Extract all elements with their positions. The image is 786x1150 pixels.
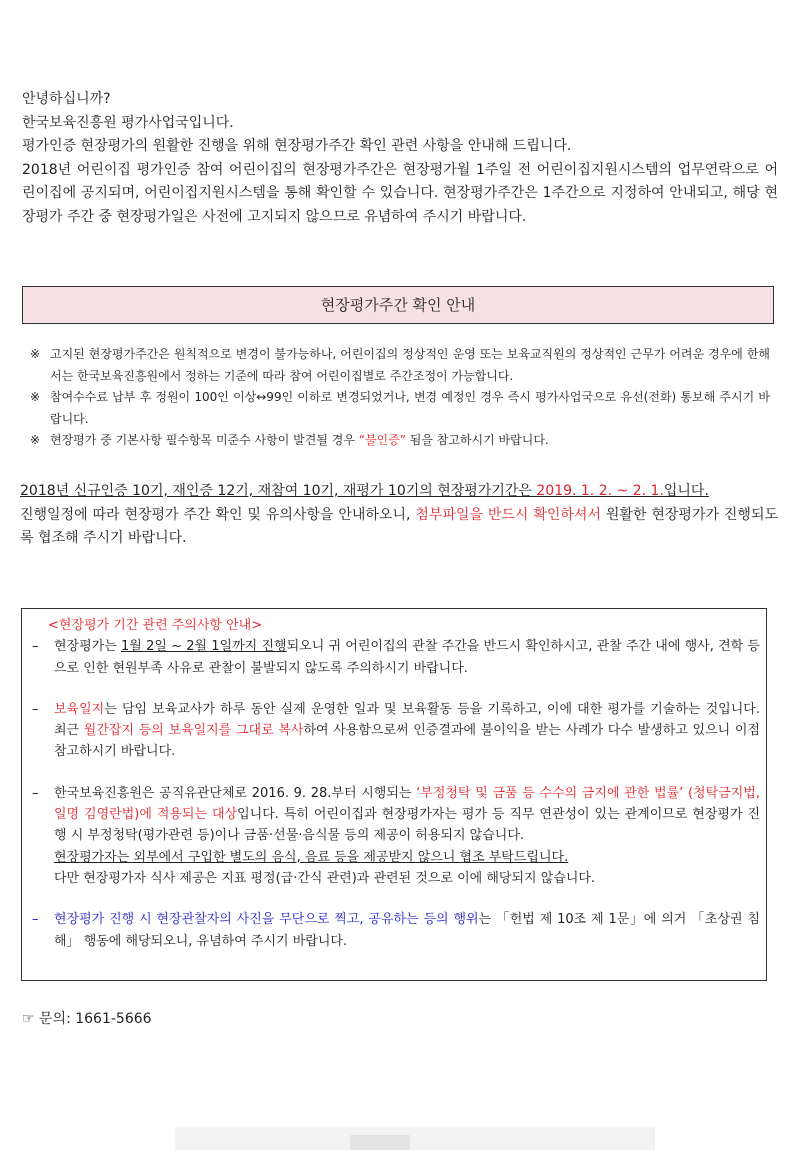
note-mark: ※ bbox=[30, 347, 41, 361]
note-text-part: 됨을 참고하시기 바랍니다. bbox=[405, 433, 549, 447]
greeting: 안녕하십니까? bbox=[22, 91, 111, 107]
caution-part: 입니다. 특히 어린이집과 현장평가자는 평가 등 직무 연관성이 있는 관계이므로 현장평가 진행 시 부정청탁(평가관련 등)이나 금품·선물·음식물 등의 제공이 허용되지 않습니다. bbox=[54, 807, 760, 844]
caution-part: 다만 현장평가자 식사 제공은 지표 평정(급·간식 관련)과 관련된 것으로 이에 해당되지 않습니다. bbox=[54, 870, 596, 886]
note-text-part: 현장평가 중 기본사항 필수항목 미준수 사항이 발견될 경우 bbox=[50, 433, 359, 447]
caution-part: 는 「헌법 제 10조 제 1문」에 의거 「초상권 침해」 행동에 해당되오니, 유념하여 주시기 바랍니다. bbox=[54, 912, 760, 949]
caution-part: 되오니 귀 어린이집의 관찰 주간을 반드시 확인하시고, 관찰 주간 내에 행사, 견학 등으로 인한 현원부족 사유로 관찰이 불발되지 않도록 주의하시기 바랍니다. bbox=[54, 639, 760, 676]
section-banner: 현장평가주간 확인 안내 bbox=[22, 286, 774, 324]
caution-highlight: 월간잡지 등의 보육일지를 그대로 복사 bbox=[83, 723, 304, 739]
guide-text: 원활한 현장평가가 진행되도록 협조해 주시기 바랍니다. bbox=[20, 506, 778, 546]
dash-mark: – bbox=[32, 785, 39, 801]
caution-highlight: 현장평가 진행 시 현장관찰자의 사진을 무단으로 찍고, 공유하는 등의 행위 bbox=[54, 912, 479, 928]
caution-part: 하여 사용함으로써 인증결과에 불이익을 받는 사례가 다수 발생하고 있으니 이점 참고하시기 바랍니다. bbox=[54, 723, 760, 760]
footer-segment bbox=[350, 1135, 410, 1150]
note-item bbox=[30, 344, 770, 387]
caution-text bbox=[54, 909, 760, 952]
caution-item bbox=[32, 699, 760, 763]
attachment-note: 첨부파일을 반드시 확인하셔서 bbox=[415, 506, 601, 523]
note-text bbox=[50, 430, 770, 452]
caution-part: 는 담임 보육교사가 하루 동안 실제 운영한 일과 및 보육활동 등을 기록하고, 이에 대한 평가를 기술하는 것입니다. 최근 bbox=[54, 701, 760, 739]
intro-section bbox=[22, 88, 778, 230]
caution-text bbox=[54, 783, 760, 889]
guide-text: 진행일정에 따라 현장평가 주간 확인 및 유의사항을 안내하오니, bbox=[20, 506, 416, 523]
caution-box bbox=[21, 608, 767, 981]
contact-text: 문의: 1661-5666 bbox=[39, 1011, 152, 1027]
note-mark: ※ bbox=[30, 433, 41, 447]
note-text: 고지된 현장평가주간은 원칙적으로 변경이 불가능하나, 어린이집의 정상적인 운영 또는 보육교직원의 정상적인 근무가 어려운 경우에 한해서는 한국보육진흥원에서 정하는 기준에 따라 참여 어린이집별로 주간조정이 가능합니다. bbox=[50, 347, 770, 383]
note-mark: ※ bbox=[30, 390, 41, 404]
intro-body: 2018년 어린이집 평가인증 참여 어린이집의 현장평가주간은 현장평가월 1주일 전 어린이집지원시스템의 업무연락으로 어린이집에 공지되며, 어린이집지원시스템을 통해 확인할 수 있습니다. 현장평가주간은 1주간으로 지정하여 안내되고, 해당 현장평가 주간 중 현장평가일은 사전에 고지되지 않으므로 유념하여 주시기 바랍니다. bbox=[22, 161, 778, 225]
fail-cert-label: “불인증” bbox=[358, 433, 406, 447]
period-text: 입니다. bbox=[663, 483, 709, 499]
caution-highlight: 보육일지 bbox=[54, 701, 105, 717]
dash-mark: – bbox=[32, 701, 39, 717]
caution-underline: 현장평가자는 외부에서 구입한 별도의 음식, 음료 등을 제공받지 않으니 협조 부탁드립니다. bbox=[54, 849, 569, 865]
note-text: 참여수수료 납부 후 정원이 100인 이상↔99인 이하로 변경되었거나, 변경 예정인 경우 즉시 평가사업국으로 유선(전화) 통보해 주시기 바랍니다. bbox=[50, 390, 770, 426]
caution-item bbox=[32, 909, 760, 952]
purpose-line: 평가인증 현장평가의 원활한 진행을 위해 현장평가주간 확인 관련 사항을 안내해 드립니다. bbox=[22, 138, 572, 155]
dash-mark: – bbox=[32, 912, 39, 928]
caution-item bbox=[32, 636, 760, 679]
caution-part: 현장평가는 bbox=[54, 639, 122, 655]
caution-part: 한국보육진흥원은 공직유관단체로 2016. 9. 28.부터 시행되는 bbox=[54, 785, 417, 801]
pointing-hand-icon: ☞ bbox=[22, 1011, 35, 1027]
dash-mark: – bbox=[32, 639, 39, 655]
period-section bbox=[20, 480, 778, 551]
period-dates: 2019. 1. 2. ~ 2. 1. bbox=[536, 483, 664, 499]
caution-item bbox=[32, 783, 760, 889]
caution-highlight: ‘부정청탁 및 금품 등 수수의 금지에 관한 법률’ (청탁금지법, 일명 김영란법)에 적용되는 대상 bbox=[54, 785, 760, 823]
org-line: 한국보육진흥원 평가사업국입니다. bbox=[22, 114, 234, 131]
note-item bbox=[30, 387, 770, 430]
footer-toolbar bbox=[175, 1127, 655, 1150]
notes-list bbox=[30, 344, 770, 452]
contact-line bbox=[22, 1008, 152, 1028]
caution-text bbox=[54, 699, 760, 763]
period-text: 2018년 신규인증 10기, 재인증 12기, 재참여 10기, 재평가 10기의 현장평가기간은 bbox=[20, 483, 537, 499]
note-item bbox=[30, 430, 770, 452]
period-line bbox=[20, 480, 778, 504]
caution-text bbox=[54, 636, 760, 679]
caution-title: <현장평가 기간 관련 주의사항 안내> bbox=[48, 618, 263, 633]
schedule-range: 1월 2일 ~ 2월 1일까지 진행 bbox=[121, 639, 287, 655]
period-guide bbox=[20, 504, 778, 551]
